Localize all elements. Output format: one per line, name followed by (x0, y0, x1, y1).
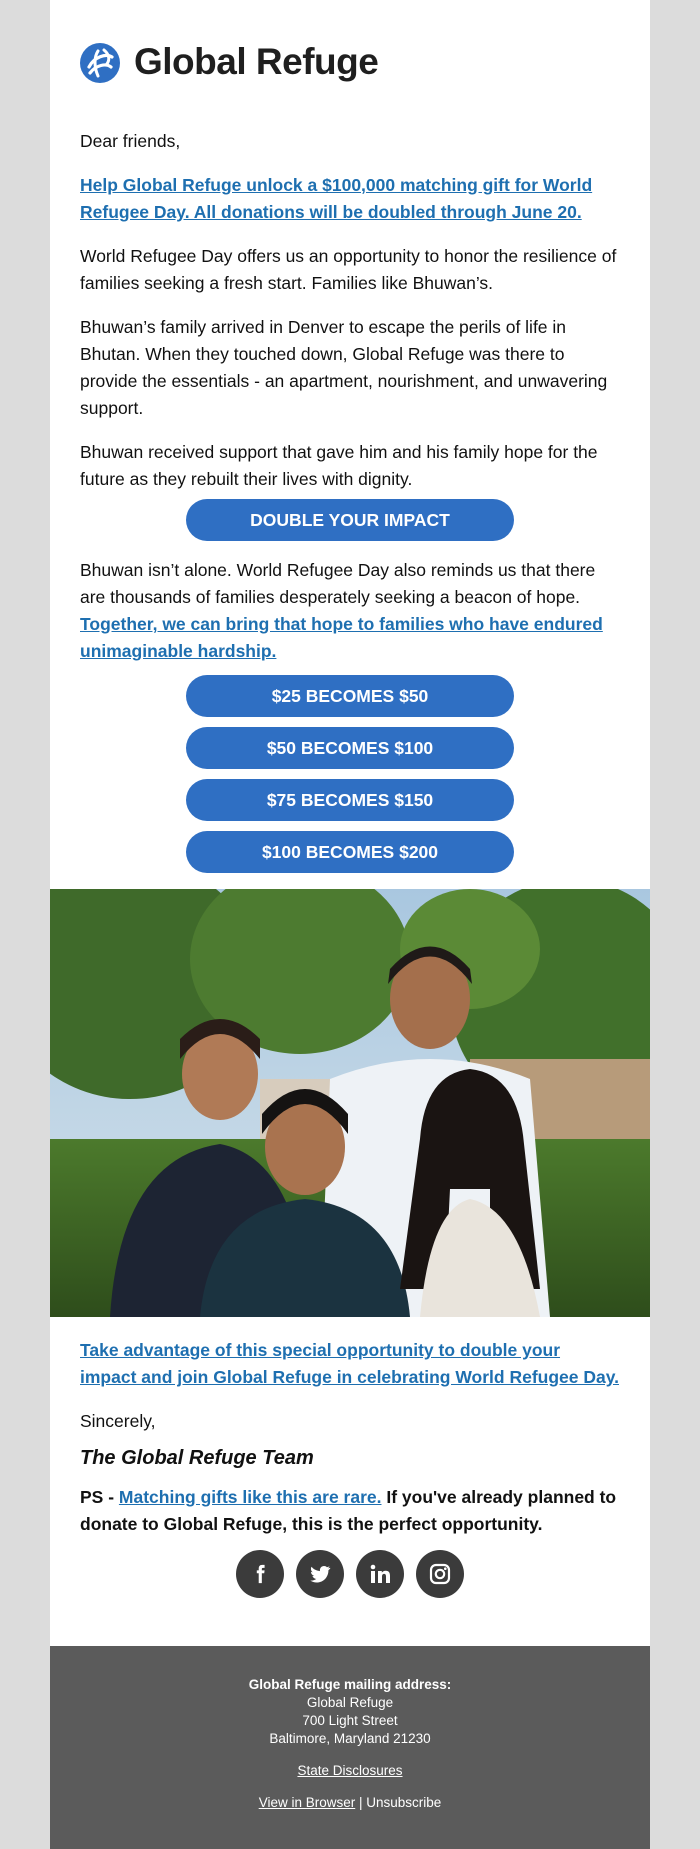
facebook-icon[interactable] (236, 1550, 284, 1598)
view-in-browser-link[interactable]: View in Browser (258, 1795, 356, 1810)
paragraph-4 (80, 557, 620, 665)
donation-buttons (80, 675, 620, 873)
double-impact-button[interactable]: DOUBLE YOUR IMPACT (186, 499, 514, 541)
paragraph-2: Bhuwan’s family arrived in Denver to escape the perils of life in Bhutan. When they touched down, Global Refuge was there to provide the essentials - an apartment, nourishment, and unwavering support. (80, 317, 608, 418)
closing-paragraph (80, 1337, 620, 1391)
brand-name[interactable]: Global Refuge (134, 41, 379, 82)
closing-link[interactable]: Take advantage of this special opportunity to double your impact and join Global Refuge in celebrating World Refugee Day. (80, 1340, 620, 1387)
donate-75-button[interactable]: $75 BECOMES $150 (186, 779, 514, 821)
headline-paragraph (80, 172, 620, 226)
email-body (50, 128, 650, 873)
family-photo[interactable] (50, 889, 650, 1317)
paragraph-4-link[interactable]: Together, we can bring that hope to families who have endured unimaginable hardship. (80, 614, 603, 661)
twitter-icon[interactable] (296, 1550, 344, 1598)
footer-separator: | (355, 1795, 367, 1810)
address-line-3: Baltimore, Maryland 21230 (269, 1731, 431, 1746)
ps-text: If you've already planned to donate to Global Refuge, this is the perfect opportunity. (80, 1487, 617, 1534)
footer-links-row (50, 1794, 650, 1812)
address-line-1: Global Refuge (306, 1695, 394, 1710)
donate-100-button[interactable]: $100 BECOMES $200 (186, 831, 514, 873)
ps-prefix: PS - (80, 1487, 119, 1507)
donate-25-button[interactable]: $25 BECOMES $50 (186, 675, 514, 717)
social-links (80, 1550, 620, 1598)
instagram-icon[interactable] (416, 1550, 464, 1598)
ps-paragraph (80, 1484, 620, 1538)
unsubscribe-link[interactable]: Unsubscribe (366, 1795, 442, 1810)
headline-link[interactable]: Help Global Refuge unlock a $100,000 matching gift for World Refugee Day. All donations will be doubled through June 20. (80, 175, 593, 222)
email-container (50, 0, 650, 1849)
header (50, 0, 650, 128)
team-signature: The Global Refuge Team (80, 1447, 314, 1469)
globe-swirl-icon[interactable] (80, 43, 120, 83)
donate-50-button[interactable]: $50 BECOMES $100 (186, 727, 514, 769)
greeting: Dear friends, (80, 131, 181, 151)
paragraph-3: Bhuwan received support that gave him and his family hope for the future as they rebuilt their lives with dignity. (80, 442, 598, 489)
signoff: Sincerely, (80, 1411, 156, 1431)
linkedin-icon[interactable] (356, 1550, 404, 1598)
address-line-2: 700 Light Street (302, 1713, 398, 1728)
paragraph-1: World Refugee Day offers us an opportunity to honor the resilience of families seeking a fresh start. Families like Bhuwan’s. (80, 246, 617, 293)
state-disclosures-link[interactable]: State Disclosures (297, 1763, 403, 1778)
state-disclosures-row (50, 1762, 650, 1780)
footer (50, 1646, 650, 1849)
paragraph-4-text: Bhuwan isn’t alone. World Refugee Day also reminds us that there are thousands of families desperately seeking a beacon of hope. (80, 560, 596, 607)
closing-section (50, 1317, 650, 1598)
address-title: Global Refuge mailing address: (248, 1677, 452, 1692)
ps-link[interactable]: Matching gifts like this are rare. (118, 1487, 382, 1507)
